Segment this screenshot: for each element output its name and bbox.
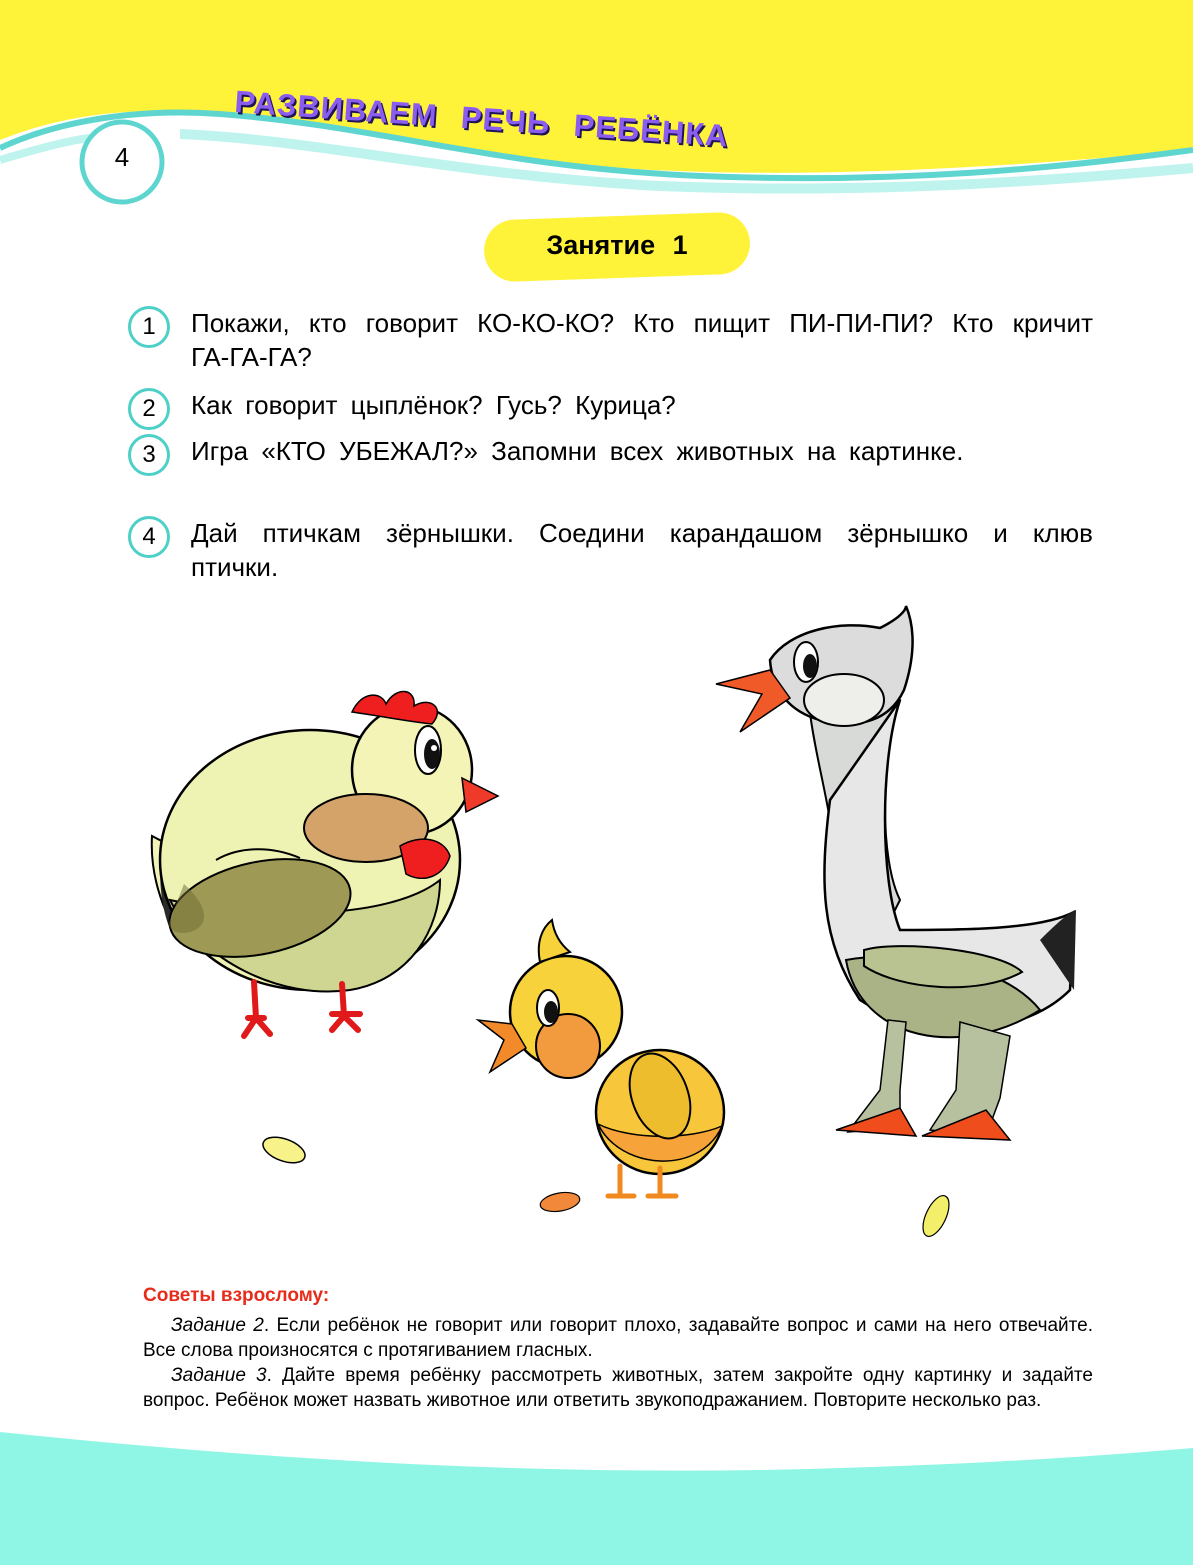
task-number: 4 (128, 516, 170, 558)
seed (918, 1192, 955, 1240)
task-item (128, 306, 1093, 374)
task-item (128, 388, 1093, 422)
seed (539, 1190, 582, 1215)
adult-advice (143, 1285, 1093, 1413)
task-text: Как говорит цыплёнок? Гусь? Курица? (191, 390, 676, 420)
task-item (128, 516, 1093, 584)
header-band (0, 0, 1193, 173)
hen-illustration (152, 691, 498, 1036)
advice-task-label: Задание 2 (171, 1315, 264, 1336)
task-number: 1 (128, 306, 170, 348)
advice-text: . Если ребёнок не говорит или говорит плохо, задавайте вопрос и сами на него отвечайте. Все слова произносятся с протягиванием гласных. (143, 1315, 1093, 1361)
advice-paragraph (143, 1363, 1093, 1413)
task-number: 3 (128, 434, 170, 476)
goose-illustration (716, 606, 1076, 1140)
task-number: 2 (128, 388, 170, 430)
footer-band (0, 1432, 1193, 1565)
task-item (128, 434, 1093, 468)
advice-paragraph (143, 1313, 1093, 1363)
lesson-title: Занятие 1 (546, 230, 688, 260)
task-text: Игра «КТО УБЕЖАЛ?» Запомни всех животных на картинке. (191, 436, 964, 466)
section-title: РАЗВИВАЕМ РЕЧЬ РЕБЁНКА (233, 84, 730, 154)
task-text: Покажи, кто говорит КО-КО-КО? Кто пищит ПИ-ПИ-ПИ? Кто кричит ГА-ГА-ГА? (191, 308, 1093, 372)
advice-text: . Дайте время ребёнку рассмотреть животных, затем закройте одну картинку и задайте вопрос. Ребёнок может назвать животное или ответить звукоподражанием. Повторите несколько раз. (143, 1365, 1093, 1411)
advice-title: Советы взрослому: (143, 1285, 330, 1306)
seed (260, 1132, 309, 1168)
task-text: Дай птичкам зёрнышки. Соедини карандашом зёрнышко и клюв птички. (191, 518, 1093, 582)
advice-task-label: Задание 3 (171, 1365, 267, 1386)
page-number: 4 (114, 142, 130, 172)
chick-illustration (478, 920, 724, 1196)
